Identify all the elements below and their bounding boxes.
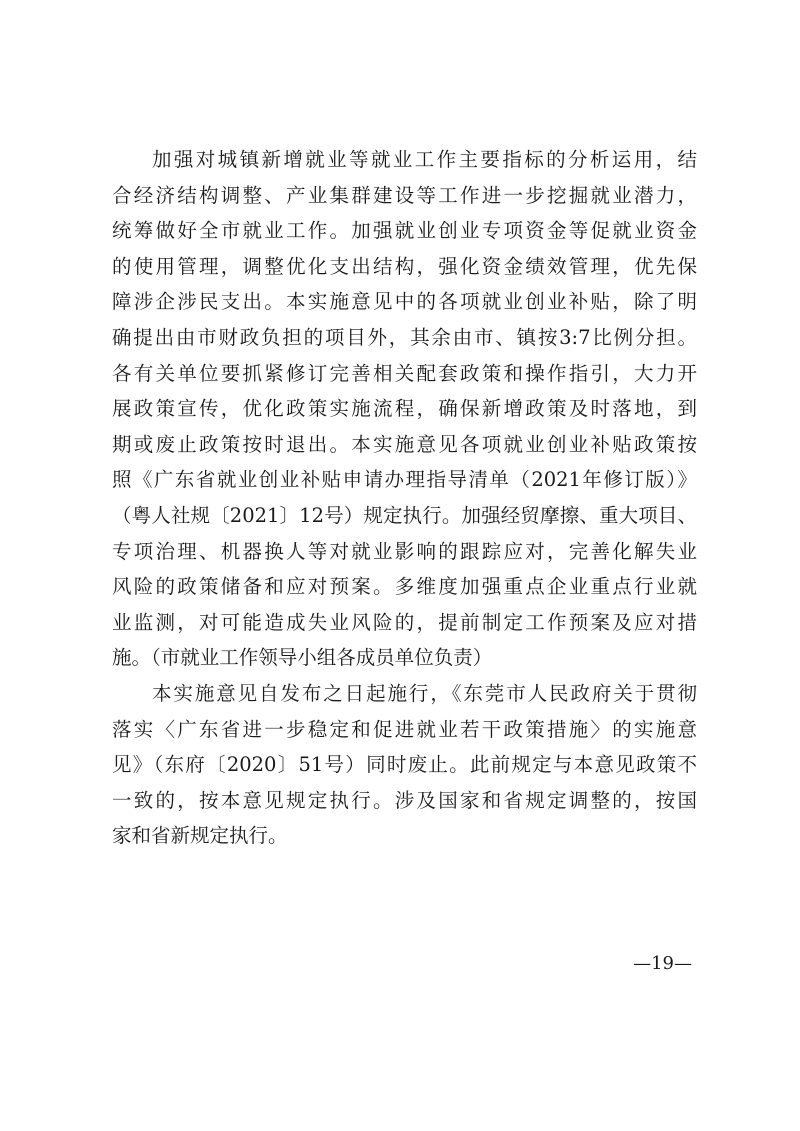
paragraph-line: 家和省新规定执行。 — [112, 824, 288, 848]
paragraph-line: 本实施意见自发布之日起施行，《东莞市人民政府关于贯彻 — [152, 681, 697, 705]
paragraph-line: 障涉企涉民支出。本实施意见中的各项就业创业补贴，除了明 — [112, 290, 697, 314]
paragraph-line: 照《广东省就业创业补贴申请办理指导清单（2021年修订版）》 — [112, 468, 697, 492]
paragraph-line: 风险的政策储备和应对预案。多维度加强重点企业重点行业就 — [112, 575, 697, 599]
paragraph-1 — [112, 142, 697, 676]
paragraph-line: 期或废止政策按时退出。本实施意见各项就业创业补贴政策按 — [112, 432, 697, 456]
paragraph-line: 业监测，对可能造成失业风险的，提前制定工作预案及应对措 — [112, 610, 697, 634]
paragraph-line: 专项治理、机器换人等对就业影响的跟踪应对，完善化解失业 — [112, 539, 697, 563]
paragraph-line: 加强对城镇新增就业等就业工作主要指标的分析运用，结 — [152, 148, 697, 171]
paragraph-line: 确提出由市财政负担的项目外，其余由市、镇按3:7比例分担。 — [112, 325, 697, 349]
page-number: —19— — [633, 953, 692, 974]
paragraph-line: 各有关单位要抓紧修订完善相关配套政策和操作指引，大力开 — [112, 361, 697, 385]
paragraph-line: （粤人社规〔2021〕12号）规定执行。加强经贸摩擦、重大项目、 — [112, 503, 697, 527]
paragraph-line: 见》（东府〔2020〕51号）同时废止。此前规定与本意见政策不 — [112, 753, 697, 777]
paragraph-line: 合经济结构调整、产业集群建设等工作进一步挖掘就业潜力， — [112, 183, 697, 207]
paragraph-2 — [112, 676, 697, 854]
paragraph-line: 展政策宣传，优化政策实施流程，确保新增政策及时落地，到 — [112, 397, 697, 421]
body-text — [112, 142, 697, 854]
paragraph-line: 的使用管理，调整优化支出结构，强化资金绩效管理，优先保 — [112, 254, 697, 278]
paragraph-line: 施。（市就业工作领导小组各成员单位负责） — [112, 646, 493, 670]
paragraph-line: 落实〈广东省进一步稳定和促进就业若干政策措施〉的实施意 — [112, 717, 697, 741]
paragraph-line: 统筹做好全市就业工作。加强就业创业专项资金等促就业资金 — [112, 219, 697, 243]
paragraph-line: 一致的，按本意见规定执行。涉及国家和省规定调整的，按国 — [112, 788, 697, 812]
